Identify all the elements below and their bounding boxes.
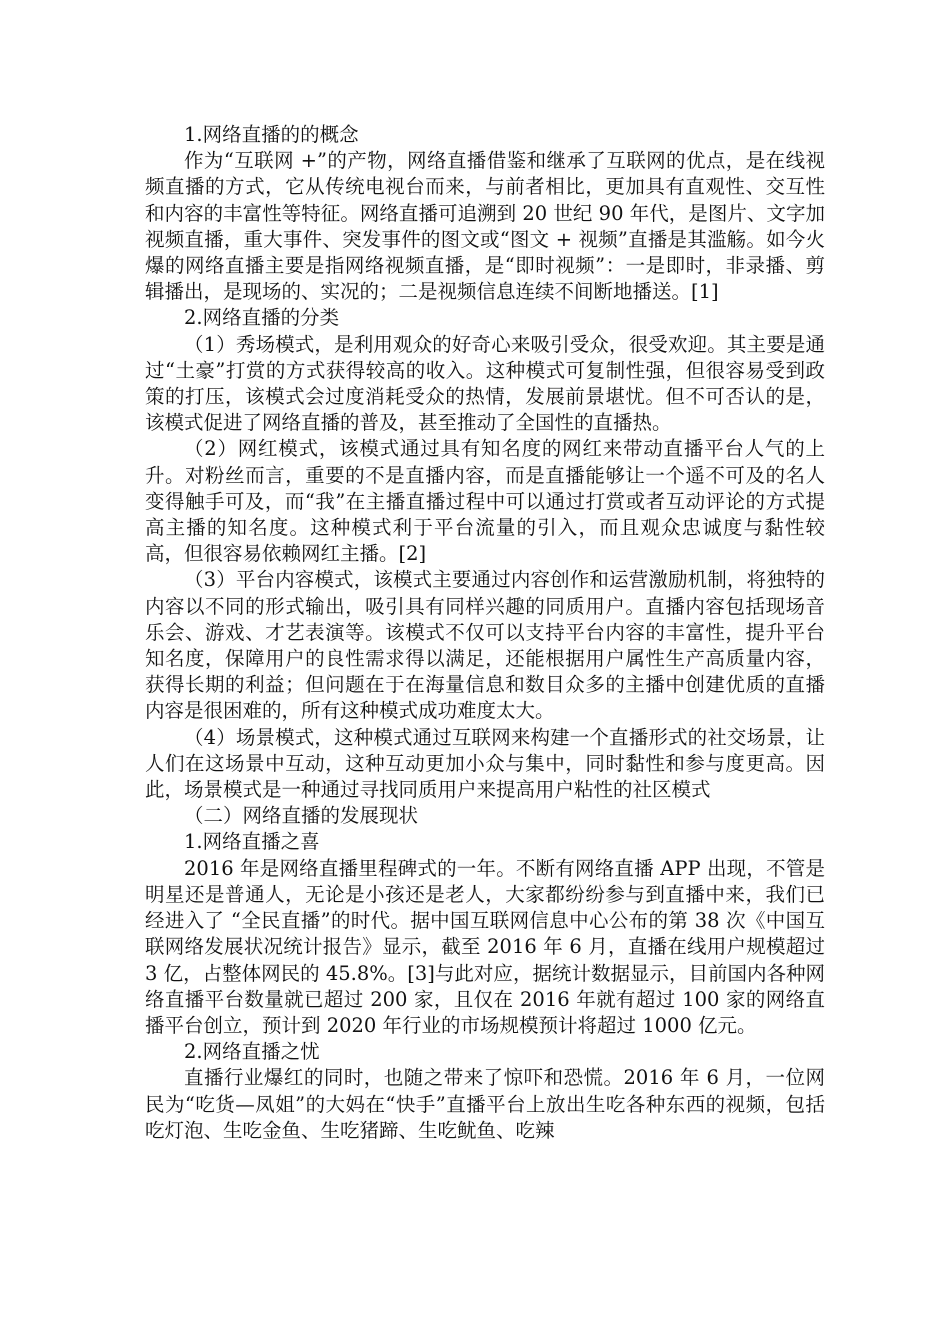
paragraph-platform-content-mode: （3）平台内容模式，该模式主要通过内容创作和运营激励机制，将独特的内容以不同的形式输出，吸引具有同样兴趣的同质用户。直播内容包括现场音乐会、游戏、才艺表演等。该模式不仅可以支持平台内容的丰富性，提升平台知名度，保障用户的良性需求得以满足，还能根据用户属性生产高质量内容，获得长期的利益；但问题在于在海量信息和数目众多的主播中创建优质的直播内容是很困难的，所有这种模式成功难度太大。 (145, 568, 825, 723)
section-heading-concept: 1.网络直播的的概念 (184, 123, 359, 146)
section-heading-classification: 2.网络直播的分类 (184, 306, 340, 330)
paragraph-scene-mode: （4）场景模式，这种模式通过互联网来构建一个直播形式的社交场景，让人们在这场景中互动，这种互动更加小众与集中，同时黏性和参与度更高。因此，场景模式是一种通过寻找同质用户来提高用户粘性的社区模式 (145, 725, 825, 802)
paragraph-influencer-mode: （2）网红模式，该模式通过具有知名度的网红来带动直播平台人气的上升。对粉丝而言，重要的不是直播内容，而是直播能够让一个遥不可及的名人变得触手可及，而“我”在主播直播过程中可以通过打赏或者互动评论的方式提高主播的知名度。这种模式利于平台流量的引入，而且观众忠诚度与黏性较高，但很容易依赖网红主播。[2] (145, 437, 825, 566)
section-heading-worry: 2.网络直播之忧 (184, 1040, 320, 1064)
section-heading-joy: 1.网络直播之喜 (184, 830, 320, 854)
paragraph-joy: 2016 年是网络直播里程碑式的一年。不断有网络直播 APP 出现，不管是明星还是普通人，无论是小孩还是老人，大家都纷纷参与到直播中来，我们已经进入了 “全民直播”的时代。据中国互联网信息中心公布的第 38 次《中国互联网络发展状况统计报告》显示，截至 2016 年 6 月，直播在线用户规模超过 3 亿，占整体网民的 45.8%。[3]与此对应，据统计数据显示，目前国内各种网络直播平台数量就已超过 200 家，且仅在 2016 年就有超过 100 家的网络直播平台创立，预计到 2020 年行业的市场规模预计将超过 1000 亿元。 (145, 856, 825, 1037)
document-body (145, 122, 825, 1144)
section-heading-development-status: （二）网络直播的发展现状 (184, 804, 419, 828)
paragraph-worry: 直播行业爆红的同时，也随之带来了惊吓和恐慌。2016 年 6 月，一位网民为“吃货—凤姐”的大妈在“快手”直播平台上放出生吃各种东西的视频，包括吃灯泡、生吃金鱼、生吃猪蹄、生吃鱿鱼、吃辣 (145, 1066, 825, 1142)
paragraph-concept: 作为“互联网 +”的产物，网络直播借鉴和继承了互联网的优点，是在线视频直播的方式，它从传统电视台而来，与前者相比，更加具有直观性、交互性和内容的丰富性等特征。网络直播可追溯到 20 世纪 90 年代，是图片、文字加视频直播，重大事件、突发事件的图文或“图文 + 视频”直播是其滥觞。如今火爆的网络直播主要是指网络视频直播，是“即时视频”：一是即时，非录播、剪辑播出，是现场的、实况的；二是视频信息连续不间断地播送。[1] (145, 149, 825, 304)
paragraph-show-mode: （1）秀场模式，是利用观众的好奇心来吸引受众，很受欢迎。其主要是通过“土豪”打赏的方式获得较高的收入。这种模式可复制性强，但很容易受到政策的打压，该模式会过度消耗受众的热情，发展前景堪忧。但不可否认的是，该模式促进了网络直播的普及，甚至推动了全国性的直播热。 (145, 332, 825, 435)
